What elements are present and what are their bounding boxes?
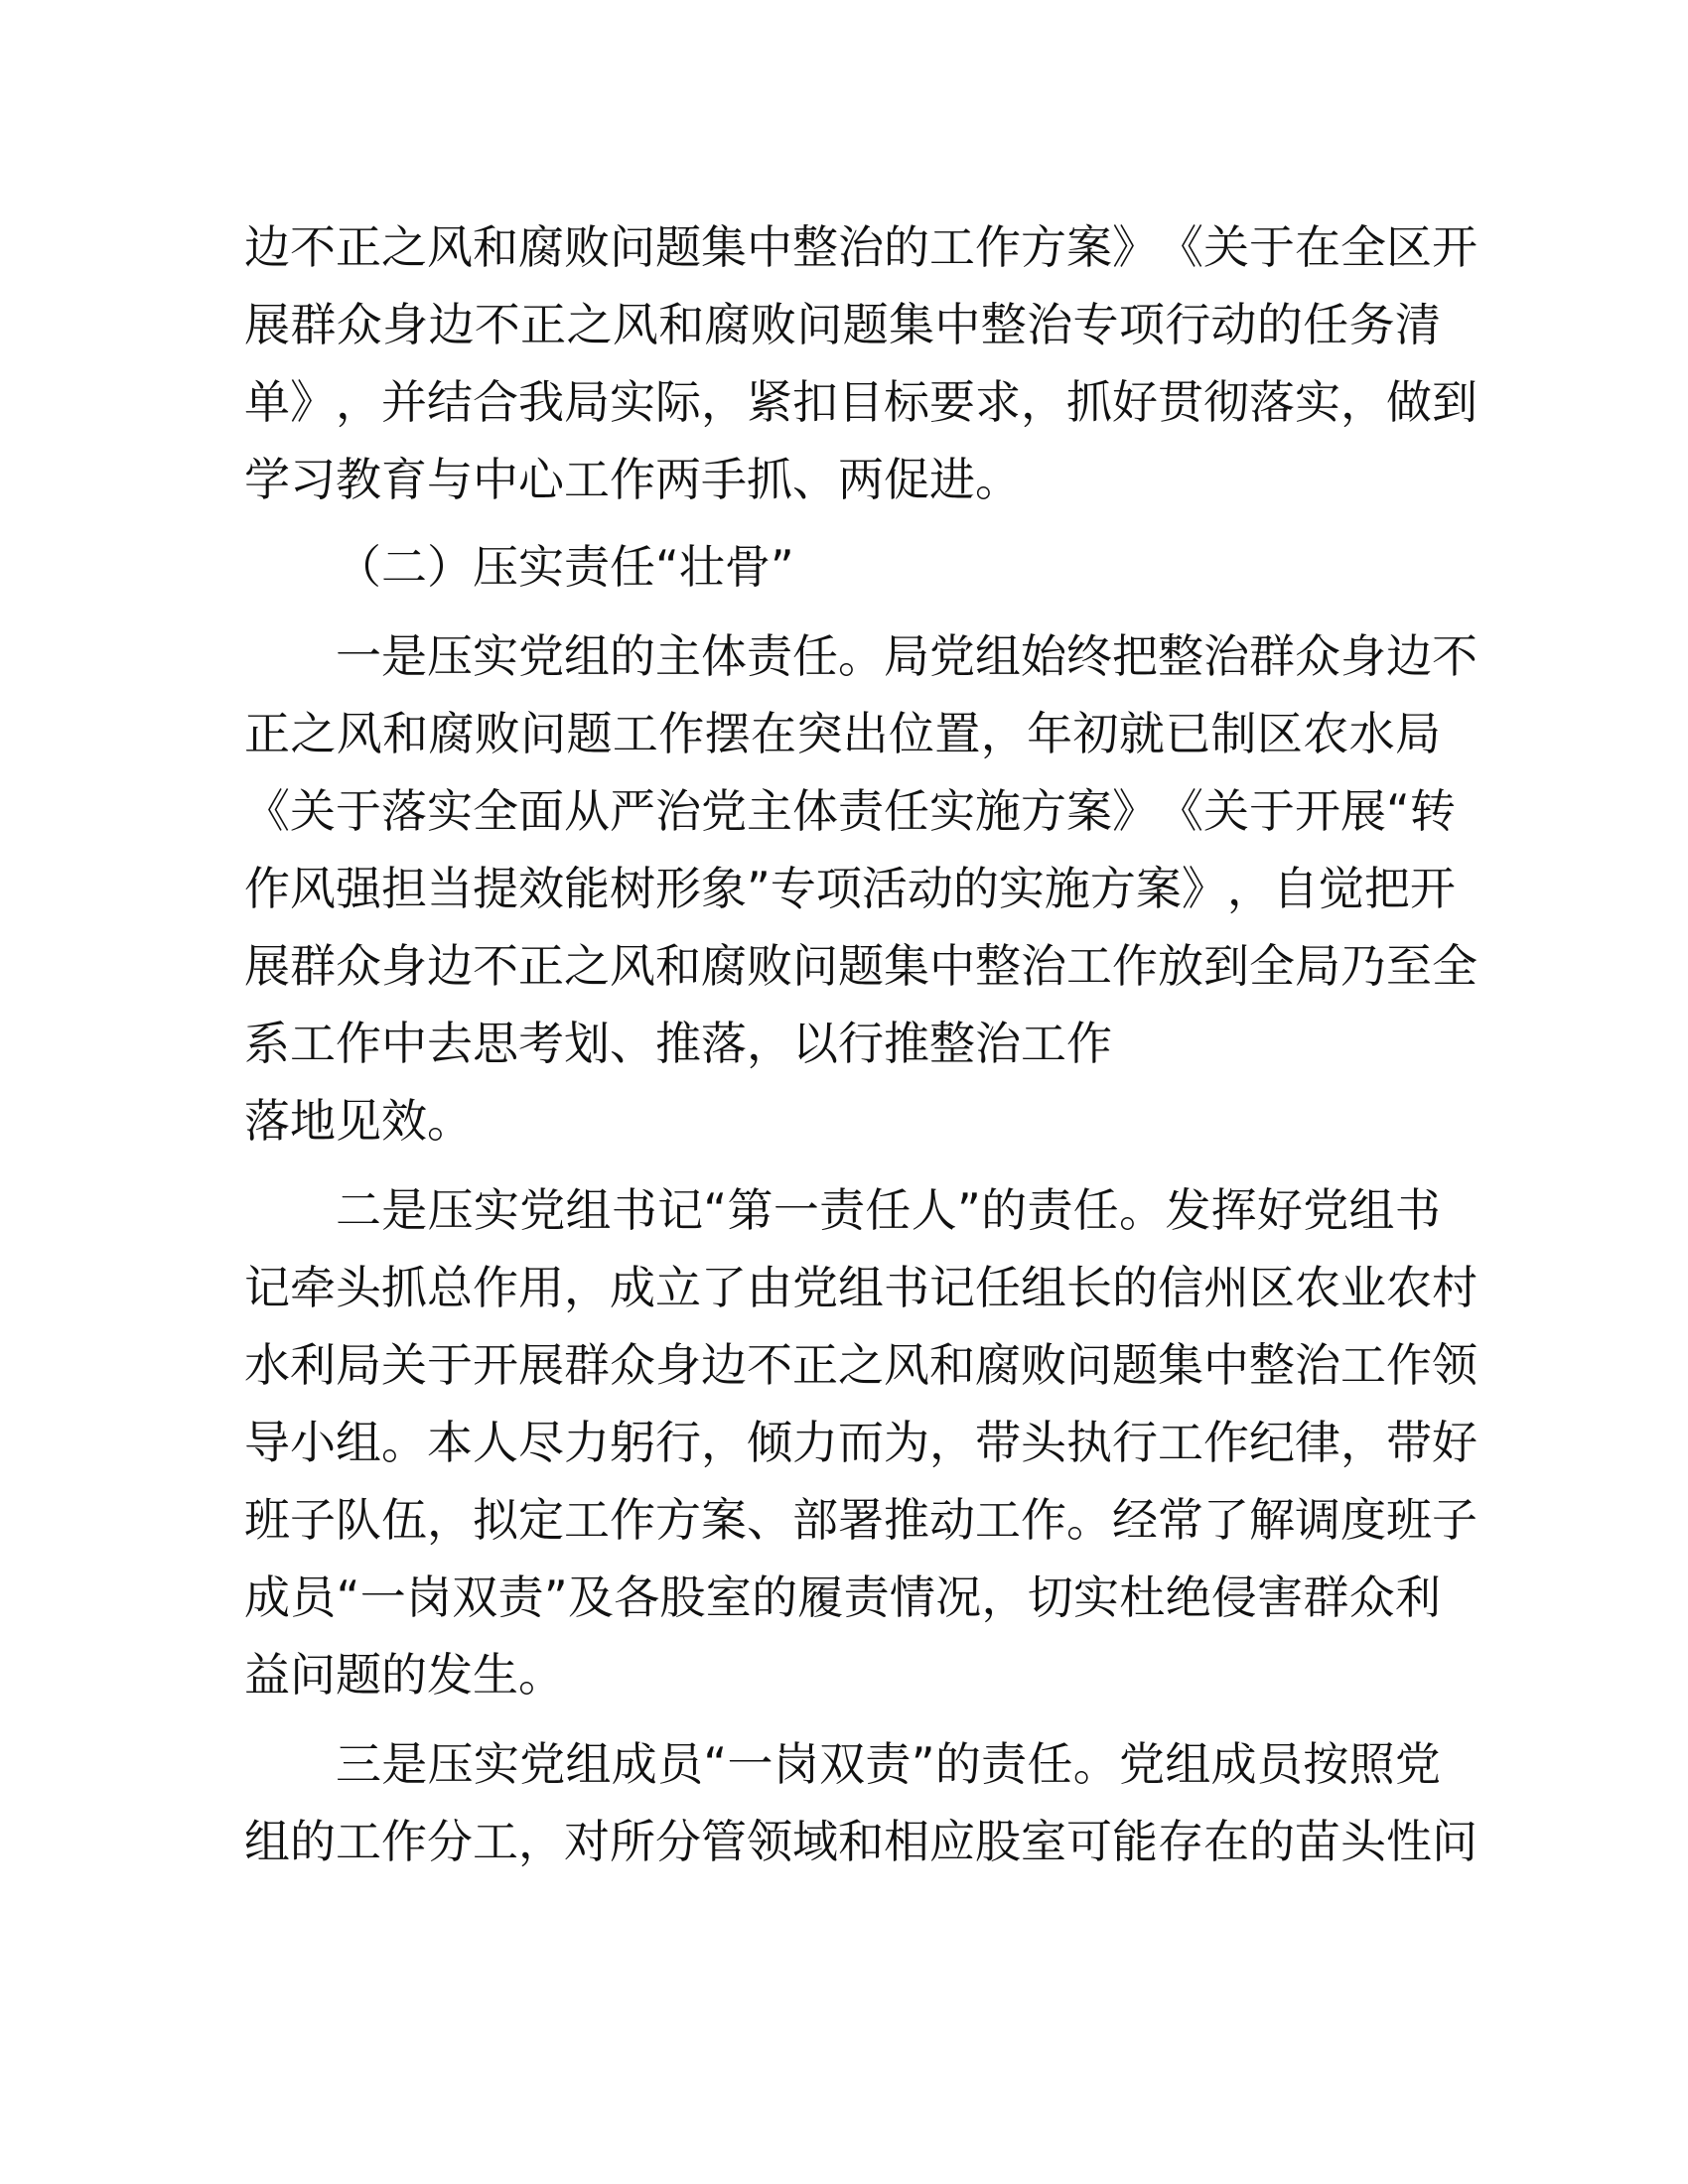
text-line: 系工作中去思考划、推落，以行推整治工作: [244, 1017, 1112, 1070]
paragraph-first-line: 二 是 压 实 党 组 书 记 “ 第 一 责 任 人 ” 的 责 任 。 发 挥 好 党 组 书: [336, 1183, 1441, 1237]
text-line: 学习教育与中心工作两手抓、两促进。: [244, 453, 1021, 506]
text-line: 导 小 组 。 本 人 尽 力 躬 行 ， 倾 力 而 为 ， 带 头 执 行 工 作 纪 律 ， 带 好: [244, 1416, 1477, 1469]
text-line: 作 风 强 担 当 提 效 能 树 形 象 ” 专 项 活 动 的 实 施 方 案 》 ， 自 觉 把 开: [244, 862, 1456, 915]
text-line: 组 的 工 作 分 工 ， 对 所 分 管 领 域 和 相 应 股 室 可 能 存 在 的 苗 头 性 问: [244, 1815, 1477, 1868]
text-line: 班 子 队 伍 ， 拟 定 工 作 方 案 、 部 署 推 动 工 作 。 经 常 了 解 调 度 班 子: [244, 1493, 1477, 1547]
text-line: 成 员 “ 一 岗 双 责 ” 及 各 股 室 的 履 责 情 况 ， 切 实 杜 绝 侵 害 群 众 利: [244, 1570, 1441, 1624]
text-line: 边 不 正 之 风 和 腐 败 问 题 集 中 整 治 的 工 作 方 案 》 《 关 于 在 全 区 开: [244, 220, 1477, 274]
text-line: 正 之 风 和 腐 败 问 题 工 作 摆 在 突 出 位 置 ， 年 初 就 已 制 区 农 水 局: [244, 707, 1441, 760]
text-line: 记 牵 头 抓 总 作 用 ， 成 立 了 由 党 组 书 记 任 组 长 的 信 州 区 农 业 农 村: [244, 1261, 1477, 1314]
section-heading: （二）压实责任“壮骨”: [336, 540, 794, 594]
text-line: 落地见效。: [244, 1094, 473, 1148]
text-line: 水 利 局 关 于 开 展 群 众 身 边 不 正 之 风 和 腐 败 问 题 集 中 整 治 工 作 领: [244, 1338, 1477, 1392]
text-line: 益问题的发生。: [244, 1648, 564, 1702]
text-line: 单 》 ， 并 结 合 我 局 实 际 ， 紧 扣 目 标 要 求 ， 抓 好 贯 彻 落 实 ， 做 到: [244, 375, 1477, 429]
text-line: 《 关 于 落 实 全 面 从 严 治 党 主 体 责 任 实 施 方 案 》 《 关 于 开 展 “ 转: [244, 784, 1456, 838]
paragraph-first-line: 一 是 压 实 党 组 的 主 体 责 任 。 局 党 组 始 终 把 整 治 群 众 身 边 不: [336, 629, 1477, 683]
text-line: 展 群 众 身 边 不 正 之 风 和 腐 败 问 题 集 中 整 治 专 项 行 动 的 任 务 清: [244, 298, 1441, 351]
paragraph-first-line: 三 是 压 实 党 组 成 员 “ 一 岗 双 责 ” 的 责 任 。 党 组 成 员 按 照 党: [336, 1737, 1441, 1791]
text-line: 展 群 众 身 边 不 正 之 风 和 腐 败 问 题 集 中 整 治 工 作 放 到 全 局 乃 至 全: [244, 939, 1477, 993]
